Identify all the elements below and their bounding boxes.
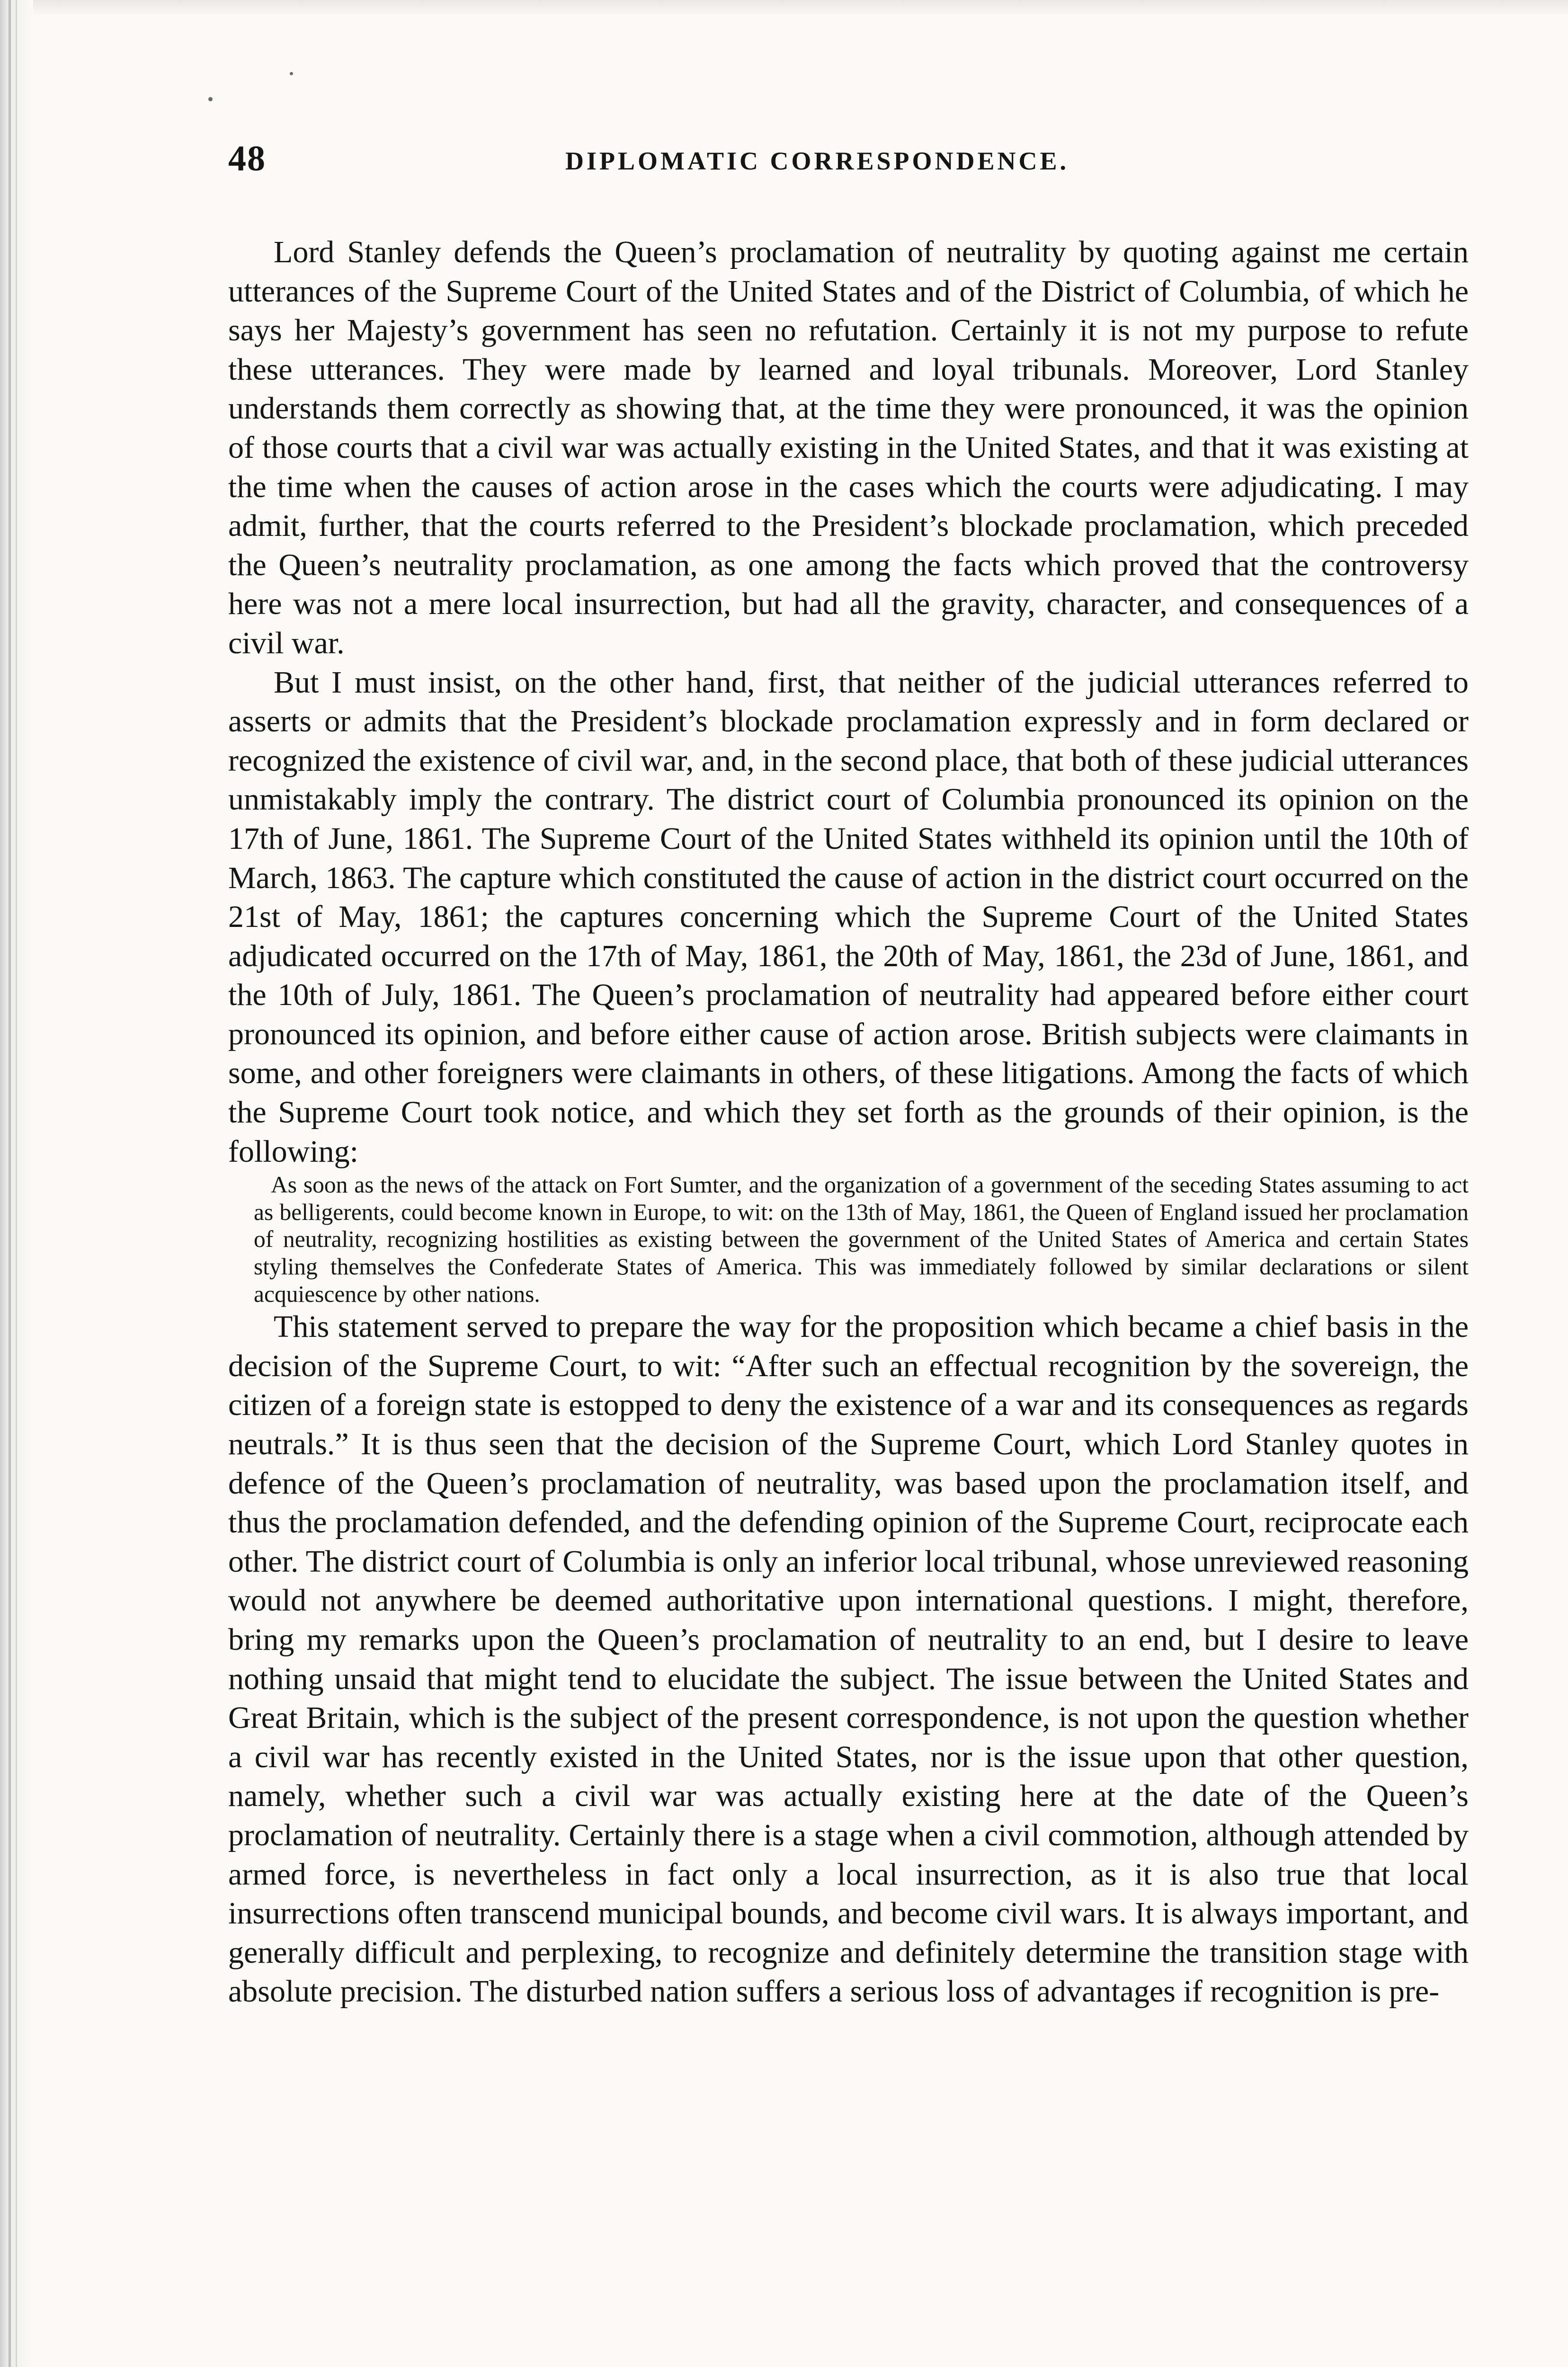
paragraph: This statement served to prepare the way for the proposition which became a chief basis in the decision of the Supreme Court, to wit: “After such an effectual recognition by the sovereign, the citizen of a foreign state is estopped to deny the existence of a war and its consequences as regards neutrals.” It is thus seen that the decision of the Supreme Court, which Lord Stanley quotes in defence of the Queen’s proclamation of neutrality, was based upon the proclamation itself, and thus the proclamation defended, and the defending opinion of the Supreme Court, reciprocate each other. The district court of Columbia is only an inferior local tribunal, whose unreviewed reasoning would not anywhere be deemed authoritative upon international questions. I might, therefore, bring my remarks upon the Queen’s proclamation of neutrality to an end, but I desire to leave nothing unsaid that might tend to elucidate the subject. The issue between the United States and Great Britain, which is the subject of the present correspondence, is not upon the question whether a civil war has recently existed in the United States, nor is the issue upon that other question, namely, whether such a civil war was actually existing here at the date of the Queen’s proclamation of neutrality. Certainly there is a stage when a civil commotion, although attended by armed force, is nevertheless in fact only a local insurrection, as it is also true that local insurrections often transcend municipal bounds, and become civil wars. It is always important, and generally difficult and perplexing, to recognize and definitely determine the transition stage with absolute precision. The disturbed nation suffers a serious loss of advantages if recognition is pre- [228,1309,1469,2009]
paragraph: But I must insist, on the other hand, first, that neither of the judicial utterances referred to asserts or admits that the President’s blockade proclamation expressly and in form declared or recognized the existence of civil war, and, in the second place, that both of these judicial utterances unmistakably imply the contrary. The district court of Columbia pronounced its opinion on the 17th of June, 1861. The Supreme Court of the United States withheld its opinion until the 10th of March, 1863. The capture which constituted the cause of action in the district court occurred on the 21st of May, 1861; the captures concerning which the Supreme Court of the United States adjudicated occurred on the 17th of May, 1861, the 20th of May, 1861, the 23d of June, 1861, and the 10th of July, 1861. The Queen’s proclamation of neutrality had appeared before either court pronounced its opinion, and before either cause of action arose. British subjects were claimants in some, and other foreigners were claimants in others, of these litigations. Among the facts of which the Supreme Court took notice, and which they set forth as the grounds of their opinion, is the following: [228,665,1469,1169]
page-number: 48 [228,139,266,178]
ink-speck [208,97,213,101]
gutter-line [9,0,11,2367]
running-title: DIPLOMATIC CORRESPONDENCE. [565,147,1069,175]
page-header [228,135,1469,187]
page-body [228,233,1469,2011]
ink-speck [290,72,293,75]
top-edge-shadow [0,0,1568,17]
paragraph: Lord Stanley defends the Queen’s proclamation of neutrality by quoting against me certain utterances of the Supreme Court of the United States and of the District of Columbia, of which he says her Majesty’s government has seen no refutation. Certainly it is not my purpose to refute these utterances. They were made by learned and loyal tribunals. Moreover, Lord Stanley understands them correctly as showing that, at the time they were pronounced, it was the opinion of those courts that a civil war was actually existing in the United States, and that it was existing at the time when the causes of action arose in the cases which the courts were adjudicating. I may admit, further, that the courts referred to the President’s blockade proclamation, which preceded the Queen’s neutrality proclamation, as one among the facts which proved that the controversy here was not a mere local insurrection, but had all the gravity, character, and consequences of a civil war. [228,235,1469,660]
gutter-line [16,0,17,2367]
binding-gutter [0,0,33,2367]
block-quotation: As soon as the news of the attack on Fort Sumter, and the organization of a government of the seceding States assuming to act as belligerents, could become known in Europe, to wit: on the 13th of May, 1861, the Queen of England issued her proclamation of neutrality, recognizing hostilities as existing between the government of the United States of America and certain States styling themselves the Confederate States of America. This was immediately followed by similar declarations or silent acquiescence by other nations. [254,1172,1469,1307]
